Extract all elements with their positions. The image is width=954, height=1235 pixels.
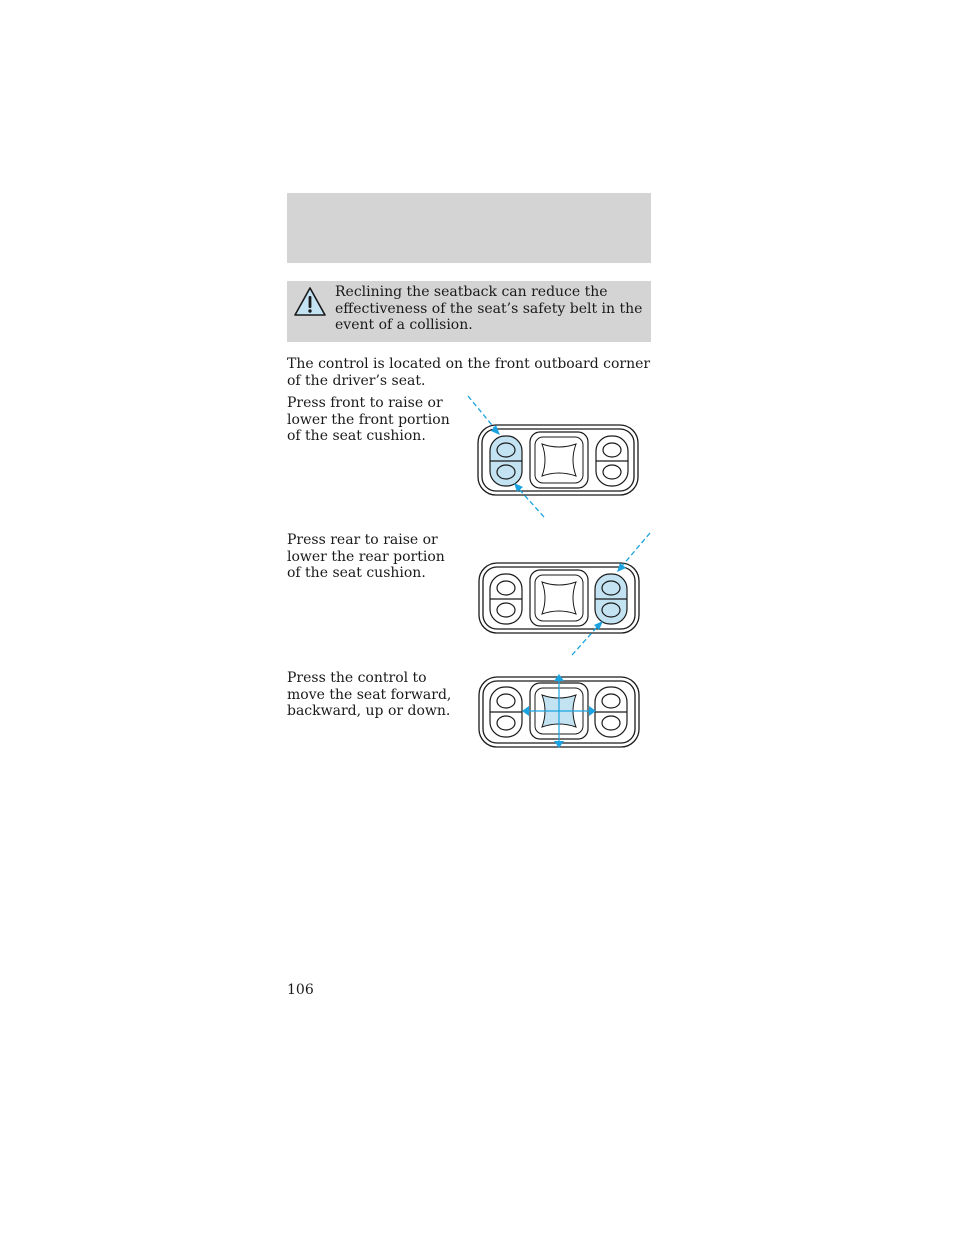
center-switch [530,570,588,626]
rear-cushion-control-diagram [460,530,655,660]
arrow-rear-up [622,533,650,566]
arrow-rear-down [572,626,598,655]
front-cushion-control-diagram [460,392,650,522]
warning-triangle-icon [293,286,327,318]
arrow-front-down [518,488,544,517]
warning-text: Reclining the seatback can reduce the effectiveness of the seat’s safety belt in the event of a collision. [335,284,643,333]
section-header-band [287,193,651,263]
fore-aft-control-diagram [460,670,650,755]
page-number: 106 [287,982,314,998]
step-rear-text: Press rear to raise or lower the rear portion of the seat cushion. [287,532,445,581]
center-switch [530,432,588,488]
arrow-forward-head [522,706,529,716]
step-move-text: Press the control to move the seat forward, backward, up or down. [287,670,452,719]
intro-paragraph: The control is located on the front outboard corner of the driver’s seat. [287,356,651,389]
warning-box [287,281,651,342]
step-front-text: Press front to raise or lower the front portion of the seat cushion. [287,395,450,444]
